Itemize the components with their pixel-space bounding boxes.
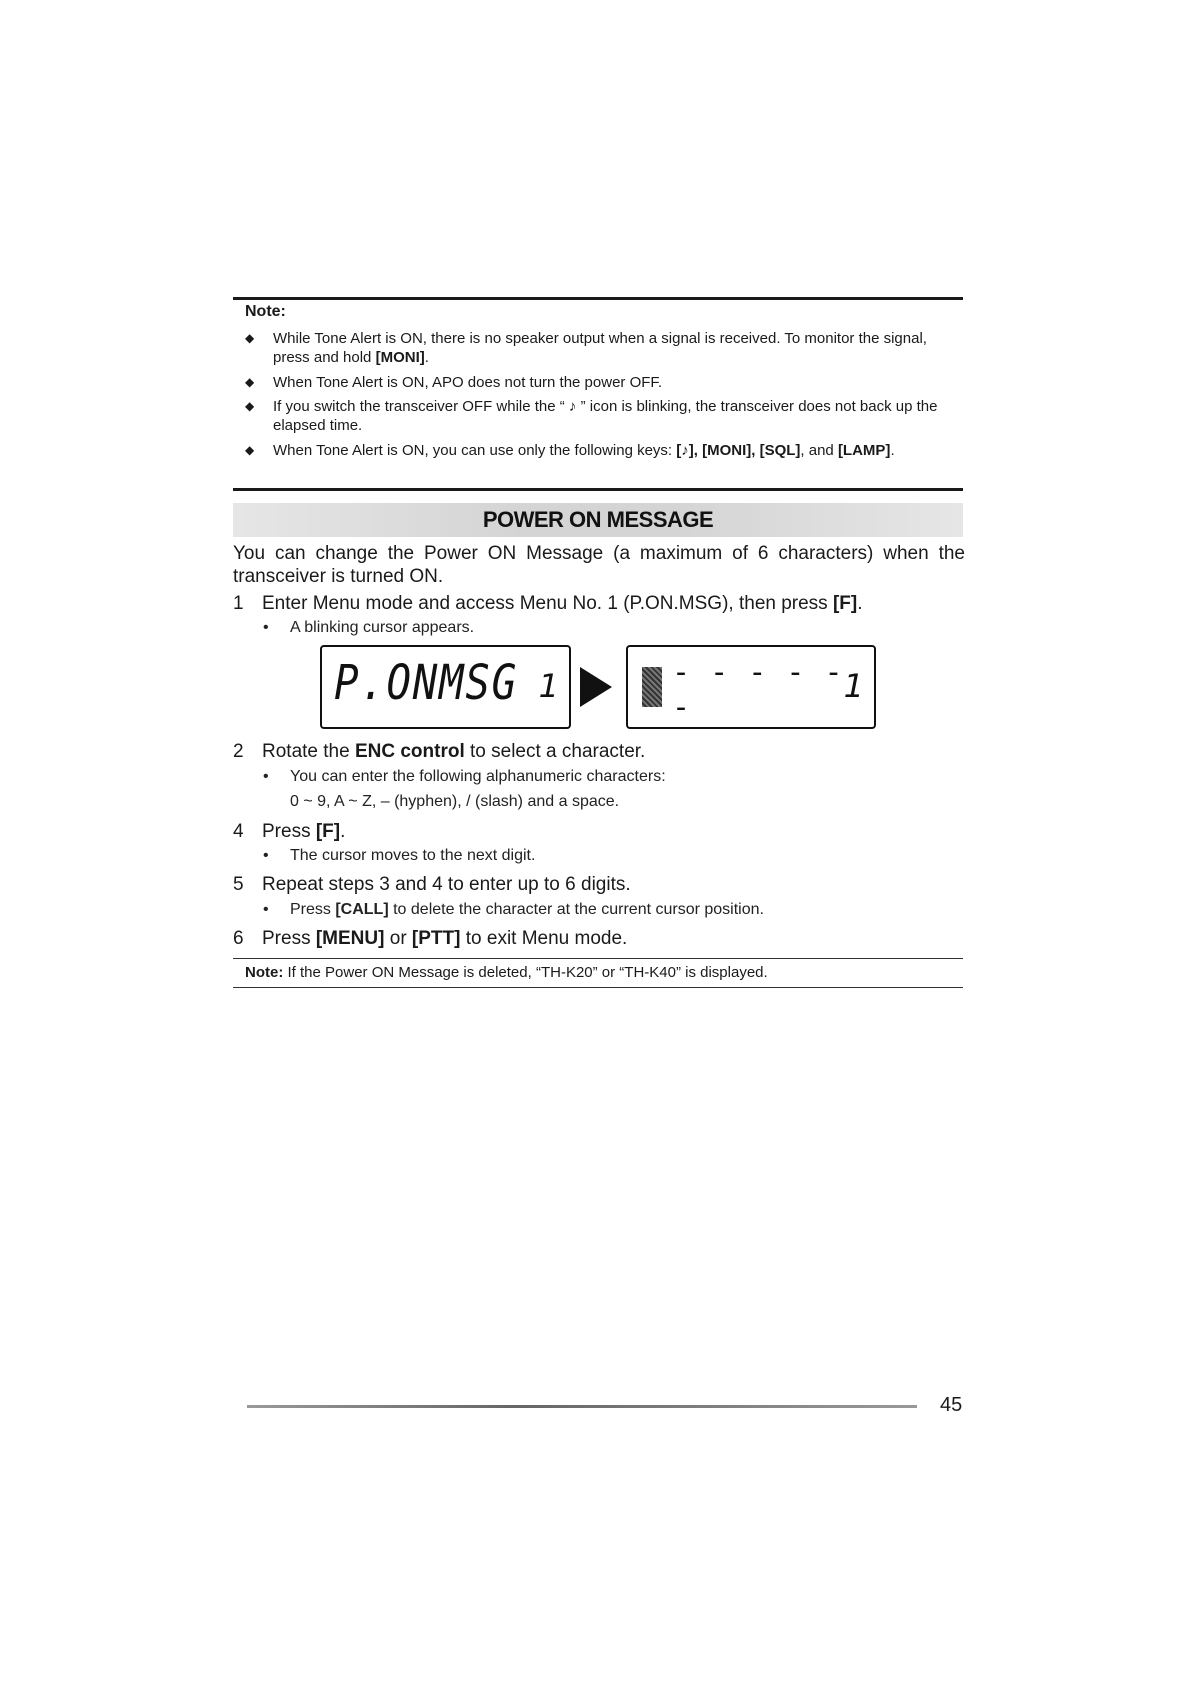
bullet-text: While Tone Alert is ON, there is no speaker output when a signal is received. To monitor the signal, press and hold <box>273 330 927 366</box>
bullet-dot-icon: • <box>263 768 269 785</box>
diamond-bullet-icon: ◆ <box>245 331 255 345</box>
sub-text: Press <box>290 901 336 918</box>
bullet-dot-icon: • <box>263 847 269 864</box>
step-number: 2 <box>233 741 244 762</box>
sub-text: The cursor moves to the next digit. <box>290 847 536 864</box>
note-label: Note: <box>245 964 284 981</box>
step-text: Repeat steps 3 and 4 to enter up to 6 digits. <box>262 874 631 895</box>
note-title: Note: <box>245 303 286 320</box>
sub-text: 0 ~ 9, A ~ Z, – (hyphen), / (slash) and a space. <box>290 793 620 810</box>
lcd-dashes: - - - - - - <box>672 655 844 725</box>
diamond-bullet-icon: ◆ <box>245 375 255 389</box>
key-label: [PTT] <box>411 928 461 949</box>
lcd-screen-after <box>626 645 876 729</box>
bullet-text: . <box>424 349 429 366</box>
step-text: or <box>384 928 412 949</box>
key-label: [♪], [MONI], [SQL] <box>676 442 801 459</box>
section-title: POWER ON MESSAGE <box>482 507 714 532</box>
step-number: 6 <box>233 928 244 949</box>
right-arrow-icon <box>580 667 612 707</box>
note-bottom <box>233 958 963 988</box>
step-text: to exit Menu mode. <box>460 928 628 949</box>
section-header <box>233 503 963 537</box>
note-text: If the Power ON Message is deleted, “TH-K20” or “TH-K40” is displayed. <box>287 964 768 981</box>
key-label: [F] <box>315 821 341 842</box>
section-intro: You can change the Power ON Message (a maximum of 6 characters) when the transceiver is turned ON. <box>233 543 965 587</box>
bullet-text: . <box>890 442 895 459</box>
step-text: Press <box>262 821 316 842</box>
bullet-text: , and <box>800 442 838 459</box>
bullet-dot-icon: • <box>263 901 269 918</box>
lcd-menu-number: 1 <box>538 667 559 705</box>
page-number: 45 <box>940 1394 963 1416</box>
sub-text: You can enter the following alphanumeric characters: <box>290 768 666 785</box>
bullet-text: If you switch the transceiver OFF while the “ ♪ ” icon is blinking, the transceiver does not back up the elapsed time. <box>273 398 938 434</box>
lcd-menu-number: 1 <box>843 667 864 705</box>
key-label: [MONI] <box>375 349 425 366</box>
key-label: [MENU] <box>315 928 385 949</box>
diamond-bullet-icon: ◆ <box>245 399 255 413</box>
step-text: Press <box>262 928 316 949</box>
key-label: ENC control <box>354 741 465 762</box>
lcd-text: P.ONMSG <box>334 655 518 711</box>
step-text: . <box>340 821 346 842</box>
bullet-text: When Tone Alert is ON, APO does not turn the power OFF. <box>273 374 663 391</box>
sub-text: to delete the character at the current cursor position. <box>388 901 764 918</box>
step-number: 1 <box>233 593 244 614</box>
step-text: . <box>857 593 863 614</box>
diamond-bullet-icon: ◆ <box>245 443 255 457</box>
sub-text: A blinking cursor appears. <box>290 619 475 636</box>
bullet-dot-icon: • <box>263 619 269 636</box>
step-number: 5 <box>233 874 244 895</box>
note-box <box>233 297 963 491</box>
lcd-screen-before <box>320 645 571 729</box>
bullet-text: When Tone Alert is ON, you can use only the following keys: <box>273 442 677 459</box>
step-text: Rotate the <box>262 741 355 762</box>
key-label: [LAMP] <box>837 442 891 459</box>
step-number: 4 <box>233 821 244 842</box>
footer-rule <box>247 1405 917 1408</box>
step-text: to select a character. <box>464 741 646 762</box>
blinking-cursor-icon <box>642 667 662 707</box>
key-label: [CALL] <box>335 901 389 918</box>
key-label: [F] <box>832 593 858 614</box>
step-text: Enter Menu mode and access Menu No. 1 (P.ON.MSG), then press <box>262 593 833 614</box>
